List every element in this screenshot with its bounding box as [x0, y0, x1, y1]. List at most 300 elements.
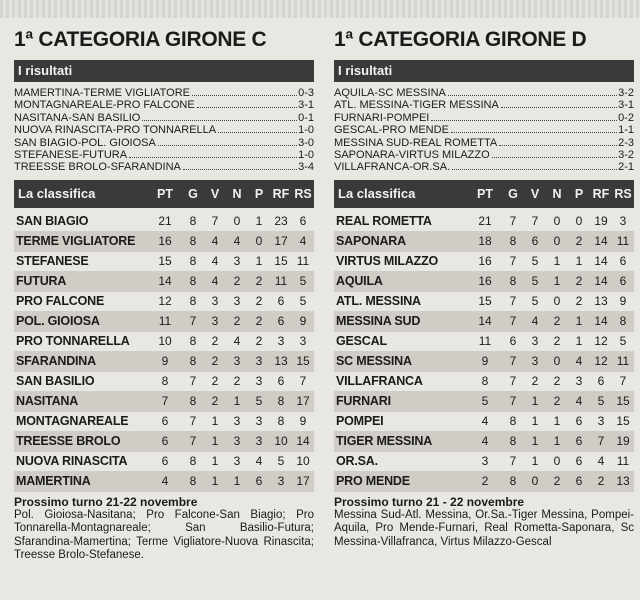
section-title: 1ª CATEGORIA GIRONE D — [334, 28, 587, 51]
stat-g: 8 — [189, 334, 197, 349]
dotted-leader — [158, 145, 297, 146]
stat-rs: 5 — [299, 274, 307, 289]
stat-rf: 13 — [274, 354, 288, 369]
stat-p: 6 — [255, 474, 263, 489]
team-name: GESCAL — [336, 334, 387, 349]
stat-rf: 6 — [277, 374, 285, 389]
column-header-g: G — [508, 186, 518, 201]
match-name: SAPONARA-VIRTUS MILAZZO — [334, 148, 490, 161]
stat-rs: 19 — [616, 434, 630, 449]
stat-rs: 14 — [296, 434, 310, 449]
next-round-fixtures: Messina Sud-Atl. Messina, Or.Sa.-Tiger Messina, Pompei-Aquila, Pro Mende-Furnari, Real Rometta-Saponara, Sc Messina-Villafranca, Virtus Milazzo-Gescal — [334, 508, 634, 548]
dotted-leader — [197, 107, 297, 108]
stat-rs: 17 — [296, 394, 310, 409]
stat-rf: 8 — [277, 394, 285, 409]
table-row — [14, 432, 314, 452]
stat-v: 1 — [211, 414, 219, 429]
dotted-leader — [192, 95, 297, 96]
stat-rf: 8 — [277, 414, 285, 429]
stat-v: 5 — [531, 254, 539, 269]
match-name: VILLAFRANCA-OR.SA. — [334, 161, 451, 174]
table-row — [334, 452, 634, 472]
match-name: SAN BIAGIO-POL. GIOIOSA — [14, 136, 156, 149]
team-name: SFARANDINA — [16, 354, 96, 369]
result-row — [14, 124, 314, 136]
results-header: I risultati — [14, 60, 314, 82]
table-row — [334, 412, 634, 432]
stat-g: 8 — [189, 394, 197, 409]
dotted-leader — [129, 157, 297, 158]
team-name: FURNARI — [336, 394, 391, 409]
stat-n: 1 — [553, 414, 561, 429]
stat-pt: 16 — [158, 234, 172, 249]
table-row — [14, 472, 314, 492]
column-header-pt: PT — [477, 186, 493, 201]
next-round-fixtures: Pol. Gioiosa-Nasitana; Pro Falcone-San Biagio; Pro Tonnarella-Montagnareale; San Basilio-Futura; Sfarandina-Mamertina; Terme Vigliatore-Nuova Rinascita; Treesse Brolo-Stefanese. — [14, 508, 314, 562]
team-name: POMPEI — [336, 414, 384, 429]
stat-v: 1 — [211, 474, 219, 489]
results-header: I risultati — [334, 60, 634, 82]
stat-n: 0 — [553, 294, 561, 309]
stat-pt: 3 — [481, 454, 489, 469]
table-row — [334, 392, 634, 412]
stat-p: 2 — [575, 274, 583, 289]
stat-rf: 6 — [277, 314, 285, 329]
stat-n: 2 — [553, 334, 561, 349]
stat-rs: 17 — [296, 474, 310, 489]
stat-v: 1 — [531, 434, 539, 449]
stat-p: 3 — [255, 374, 263, 389]
stat-pt: 7 — [161, 394, 169, 409]
stat-rs: 8 — [619, 314, 627, 329]
stat-v: 3 — [211, 294, 219, 309]
stat-n: 0 — [553, 354, 561, 369]
stat-v: 4 — [211, 234, 219, 249]
match-name: GESCAL-PRO MENDE — [334, 124, 449, 137]
stat-v: 4 — [211, 274, 219, 289]
dotted-leader — [451, 132, 617, 133]
stat-rf: 10 — [274, 434, 288, 449]
stat-p: 1 — [255, 214, 263, 229]
stat-p: 4 — [575, 354, 583, 369]
result-row — [334, 137, 634, 149]
match-name: MESSINA SUD-REAL ROMETTA — [334, 136, 498, 149]
stat-rf: 14 — [594, 254, 608, 269]
stat-g: 8 — [189, 214, 197, 229]
stat-g: 8 — [189, 274, 197, 289]
stat-p: 2 — [575, 234, 583, 249]
stat-rf: 11 — [274, 274, 288, 289]
stat-rs: 11 — [616, 354, 630, 369]
stat-n: 2 — [233, 374, 241, 389]
team-name: FUTURA — [16, 274, 67, 289]
stat-g: 8 — [509, 274, 517, 289]
stat-pt: 9 — [481, 354, 489, 369]
stat-rf: 14 — [594, 314, 608, 329]
stat-n: 1 — [553, 434, 561, 449]
stat-n: 2 — [553, 374, 561, 389]
table-row — [334, 312, 634, 332]
stat-pt: 15 — [158, 254, 172, 269]
stat-rs: 6 — [619, 254, 627, 269]
stat-p: 6 — [575, 474, 583, 489]
match-score: 2-3 — [618, 136, 634, 149]
stat-rf: 4 — [597, 454, 605, 469]
stat-g: 8 — [509, 474, 517, 489]
stat-n: 2 — [553, 314, 561, 329]
stat-rf: 6 — [597, 374, 605, 389]
stat-n: 2 — [233, 274, 241, 289]
stat-rf: 12 — [594, 354, 608, 369]
stat-pt: 16 — [478, 274, 492, 289]
stat-v: 1 — [211, 434, 219, 449]
stat-rf: 3 — [277, 474, 285, 489]
stat-rf: 5 — [597, 394, 605, 409]
stat-g: 8 — [189, 254, 197, 269]
result-row — [14, 99, 314, 111]
page-top-band — [0, 0, 640, 18]
match-name: MAMERTINA-TERME VIGLIATORE — [14, 87, 191, 99]
match-name: ATL. MESSINA-TIGER MESSINA — [334, 99, 499, 112]
team-name: PRO TONNARELLA — [16, 334, 130, 349]
column-header-rs: RS — [294, 186, 312, 201]
stat-pt: 14 — [158, 274, 172, 289]
stat-v: 5 — [531, 294, 539, 309]
stat-rs: 7 — [619, 374, 627, 389]
stat-pt: 12 — [158, 294, 172, 309]
team-name: VIRTUS MILAZZO — [336, 254, 439, 269]
stat-rf: 3 — [277, 334, 285, 349]
standings-header — [334, 180, 634, 208]
match-name: AQUILA-SC MESSINA — [334, 87, 446, 99]
results-list — [14, 87, 314, 174]
team-name: MESSINA SUD — [336, 314, 421, 329]
stat-rs: 11 — [296, 254, 310, 269]
match-score: 0-3 — [298, 87, 314, 99]
table-row — [14, 332, 314, 352]
column-header-g: G — [188, 186, 198, 201]
team-name: SC MESSINA — [336, 354, 412, 369]
team-name: SAPONARA — [336, 234, 406, 249]
stat-rf: 23 — [274, 214, 288, 229]
stat-p: 2 — [255, 334, 263, 349]
dotted-leader — [492, 157, 617, 158]
team-name: TIGER MESSINA — [336, 434, 433, 449]
table-row — [14, 392, 314, 412]
stat-n: 3 — [233, 414, 241, 429]
stat-g: 7 — [189, 374, 197, 389]
stat-n: 1 — [553, 274, 561, 289]
result-row — [334, 112, 634, 124]
stat-rs: 9 — [299, 314, 307, 329]
stat-n: 0 — [553, 214, 561, 229]
table-row — [334, 272, 634, 292]
stat-v: 4 — [531, 314, 539, 329]
stat-v: 6 — [531, 234, 539, 249]
stat-v: 1 — [531, 394, 539, 409]
stat-g: 8 — [189, 294, 197, 309]
stat-p: 3 — [255, 354, 263, 369]
stat-p: 6 — [575, 454, 583, 469]
team-name: MONTAGNAREALE — [16, 414, 129, 429]
column-header-rf: RF — [272, 186, 290, 201]
stat-v: 2 — [211, 354, 219, 369]
stat-n: 4 — [233, 334, 241, 349]
table-row — [334, 332, 634, 352]
next-round-title: Prossimo turno 21-22 novembre — [14, 494, 198, 509]
stat-v: 3 — [531, 354, 539, 369]
column-header-rf: RF — [592, 186, 610, 201]
stat-pt: 16 — [478, 254, 492, 269]
stat-n: 3 — [233, 434, 241, 449]
stat-rf: 3 — [597, 414, 605, 429]
stat-g: 8 — [509, 234, 517, 249]
table-row — [334, 232, 634, 252]
table-row — [14, 312, 314, 332]
stat-rs: 3 — [619, 214, 627, 229]
stat-pt: 14 — [478, 314, 492, 329]
stat-p: 2 — [255, 274, 263, 289]
girone-c-column — [14, 20, 314, 563]
next-round-title: Prossimo turno 21 - 22 novembre — [334, 494, 525, 509]
result-row — [14, 112, 314, 124]
column-header-pt: PT — [157, 186, 173, 201]
stat-pt: 21 — [478, 214, 492, 229]
stat-pt: 11 — [158, 314, 172, 329]
dotted-leader — [183, 169, 297, 170]
dotted-leader — [448, 95, 617, 96]
result-row — [14, 161, 314, 173]
stat-g: 8 — [189, 354, 197, 369]
stat-p: 3 — [255, 414, 263, 429]
stat-g: 8 — [189, 234, 197, 249]
team-name: TREESSE BROLO — [16, 434, 121, 449]
match-score: 3-1 — [618, 99, 634, 112]
dotted-leader — [142, 120, 297, 121]
standings-title: La classifica — [18, 186, 96, 202]
stat-g: 6 — [509, 334, 517, 349]
stat-rf: 5 — [277, 454, 285, 469]
stat-pt: 21 — [158, 214, 172, 229]
stat-v: 2 — [211, 394, 219, 409]
stat-n: 2 — [553, 474, 561, 489]
team-name: SAN BASILIO — [16, 374, 95, 389]
stat-rs: 9 — [619, 294, 627, 309]
stat-v: 3 — [531, 334, 539, 349]
stat-p: 1 — [575, 254, 583, 269]
stat-rf: 13 — [594, 294, 608, 309]
stat-rf: 6 — [277, 294, 285, 309]
stat-g: 7 — [509, 454, 517, 469]
standings-table — [14, 212, 314, 492]
stat-v: 5 — [531, 274, 539, 289]
stat-rf: 17 — [274, 234, 288, 249]
match-score: 3-4 — [298, 161, 314, 174]
stat-pt: 8 — [481, 374, 489, 389]
match-score: 3-0 — [298, 136, 314, 149]
stat-rs: 6 — [299, 214, 307, 229]
stat-p: 0 — [575, 214, 583, 229]
match-name: TREESSE BROLO-SFARANDINA — [14, 161, 181, 174]
stat-rf: 12 — [594, 334, 608, 349]
stat-v: 7 — [211, 214, 219, 229]
stat-pt: 9 — [161, 354, 169, 369]
stat-rs: 15 — [616, 394, 630, 409]
stat-rf: 19 — [594, 214, 608, 229]
stat-n: 1 — [233, 474, 241, 489]
stat-rf: 15 — [274, 254, 288, 269]
stat-pt: 18 — [478, 234, 492, 249]
match-name: NASITANA-SAN BASILIO — [14, 111, 141, 124]
dotted-leader — [499, 145, 617, 146]
stat-g: 7 — [509, 374, 517, 389]
stat-g: 7 — [509, 254, 517, 269]
stat-v: 0 — [531, 474, 539, 489]
stat-g: 7 — [509, 314, 517, 329]
stat-n: 3 — [233, 254, 241, 269]
match-score: 0-1 — [298, 111, 314, 124]
stat-p: 1 — [575, 314, 583, 329]
column-header-p: P — [254, 186, 264, 201]
stat-p: 2 — [255, 314, 263, 329]
stat-rf: 14 — [594, 274, 608, 289]
stat-p: 0 — [255, 234, 263, 249]
table-row — [334, 432, 634, 452]
stat-pt: 6 — [161, 454, 169, 469]
standings-header — [14, 180, 314, 208]
stat-rs: 5 — [299, 294, 307, 309]
stat-rs: 15 — [616, 414, 630, 429]
stat-pt: 4 — [161, 474, 169, 489]
stat-pt: 8 — [161, 374, 169, 389]
stat-pt: 4 — [481, 414, 489, 429]
dotted-leader — [431, 120, 617, 121]
match-score: 1-0 — [298, 148, 314, 161]
match-score: 2-1 — [618, 161, 634, 174]
stat-v: 7 — [531, 214, 539, 229]
table-row — [334, 372, 634, 392]
team-name: SAN BIAGIO — [16, 214, 89, 229]
stat-rs: 13 — [616, 474, 630, 489]
column-header-rs: RS — [614, 186, 632, 201]
match-score: 0-2 — [618, 111, 634, 124]
stat-rs: 6 — [619, 274, 627, 289]
stat-p: 2 — [575, 294, 583, 309]
stat-pt: 5 — [481, 394, 489, 409]
stat-g: 8 — [189, 454, 197, 469]
match-name: FURNARI-POMPEI — [334, 111, 430, 124]
team-name: STEFANESE — [16, 254, 89, 269]
stat-n: 0 — [553, 454, 561, 469]
stat-p: 5 — [255, 394, 263, 409]
table-row — [14, 372, 314, 392]
dotted-leader — [452, 169, 617, 170]
match-score: 3-2 — [618, 87, 634, 99]
team-name: AQUILA — [336, 274, 383, 289]
stat-g: 7 — [189, 434, 197, 449]
column-header-v: V — [530, 186, 540, 201]
stat-v: 2 — [211, 374, 219, 389]
girone-d-column — [334, 20, 634, 549]
stat-g: 7 — [509, 354, 517, 369]
stat-n: 2 — [233, 314, 241, 329]
stat-g: 8 — [509, 414, 517, 429]
table-row — [14, 272, 314, 292]
table-row — [14, 292, 314, 312]
stat-pt: 6 — [161, 434, 169, 449]
team-name: OR.SA. — [336, 454, 378, 469]
stat-pt: 10 — [158, 334, 172, 349]
stat-v: 2 — [211, 334, 219, 349]
column-header-p: P — [574, 186, 584, 201]
stat-g: 7 — [189, 414, 197, 429]
stat-v: 1 — [531, 414, 539, 429]
team-name: VILLAFRANCA — [336, 374, 423, 389]
stat-rs: 10 — [296, 454, 310, 469]
dotted-leader — [501, 107, 617, 108]
stat-p: 3 — [575, 374, 583, 389]
stat-pt: 4 — [481, 434, 489, 449]
stat-g: 7 — [509, 394, 517, 409]
match-score: 1-0 — [298, 124, 314, 137]
team-name: TERME VIGLIATORE — [16, 234, 136, 249]
stat-g: 7 — [509, 294, 517, 309]
stat-p: 4 — [575, 394, 583, 409]
stat-rs: 11 — [616, 454, 630, 469]
stat-n: 4 — [233, 234, 241, 249]
dotted-leader — [218, 132, 297, 133]
stat-rs: 3 — [299, 334, 307, 349]
stat-v: 2 — [531, 374, 539, 389]
stat-p: 3 — [255, 434, 263, 449]
match-score: 3-2 — [618, 148, 634, 161]
stat-n: 1 — [233, 394, 241, 409]
stat-v: 4 — [211, 254, 219, 269]
team-name: PRO FALCONE — [16, 294, 105, 309]
stat-n: 0 — [233, 214, 241, 229]
table-row — [14, 252, 314, 272]
stat-p: 1 — [575, 334, 583, 349]
match-name: MONTAGNAREALE-PRO FALCONE — [14, 99, 195, 112]
table-row — [14, 212, 314, 232]
table-row — [14, 412, 314, 432]
stat-p: 2 — [255, 294, 263, 309]
table-row — [334, 252, 634, 272]
stat-n: 3 — [233, 454, 241, 469]
stat-p: 4 — [255, 454, 263, 469]
stat-rf: 7 — [597, 434, 605, 449]
standings-table — [334, 212, 634, 492]
team-name: PRO MENDE — [336, 474, 410, 489]
team-name: NUOVA RINASCITA — [16, 454, 128, 469]
match-name: STEFANESE-FUTURA — [14, 148, 128, 161]
stat-n: 0 — [553, 234, 561, 249]
match-name: NUOVA RINASCITA-PRO TONNARELLA — [14, 124, 217, 137]
team-name: POL. GIOIOSA — [16, 314, 100, 329]
stat-v: 1 — [531, 454, 539, 469]
stat-g: 8 — [189, 474, 197, 489]
results-list — [334, 87, 634, 174]
match-score: 3-1 — [298, 99, 314, 112]
result-row — [334, 99, 634, 111]
stat-n: 1 — [553, 254, 561, 269]
stat-v: 3 — [211, 314, 219, 329]
stat-p: 6 — [575, 434, 583, 449]
stat-g: 8 — [509, 434, 517, 449]
stat-rf: 14 — [594, 234, 608, 249]
table-row — [14, 232, 314, 252]
standings-title: La classifica — [338, 186, 416, 202]
